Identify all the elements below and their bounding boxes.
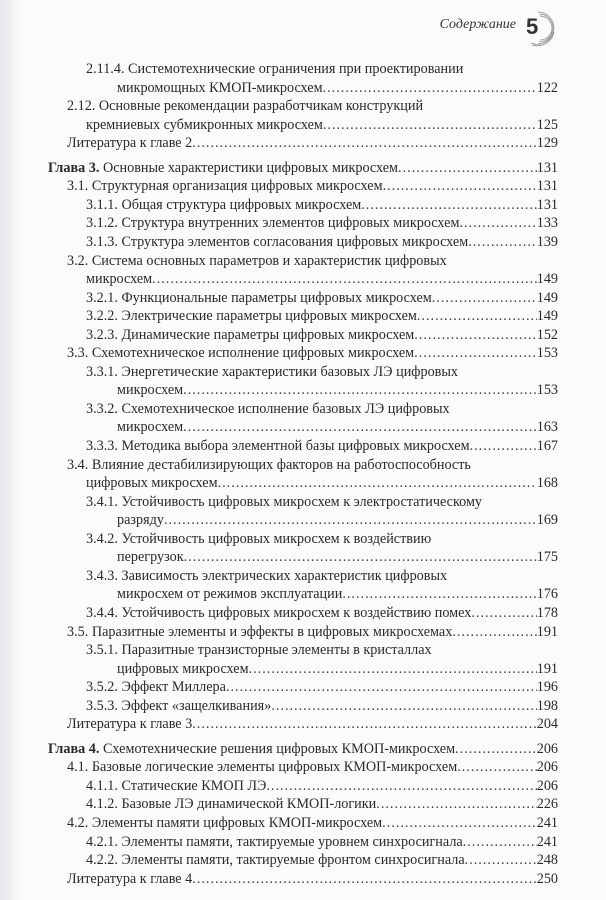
- dot-leader: [457, 758, 537, 776]
- page-ref: 198: [536, 697, 558, 714]
- dot-leader: [164, 511, 537, 529]
- entry-title: Основные характеристики цифровых микросхем: [102, 159, 399, 176]
- page-ref: 191: [536, 623, 558, 640]
- toc-line: [67, 252, 447, 270]
- page-ref: 149: [536, 308, 558, 325]
- dot-leader: [471, 604, 536, 622]
- page-ref: 167: [536, 438, 558, 454]
- dot-leader: [183, 381, 537, 399]
- toc-line: [67, 344, 558, 362]
- dot-leader: [414, 326, 536, 344]
- entry-title: 3.3. Схемотехническое исполнение цифровых микросхем: [67, 345, 415, 362]
- dot-leader: [463, 833, 537, 851]
- dot-leader: [361, 196, 537, 214]
- toc-line: [86, 214, 558, 232]
- entry-title: 4.2.2. Элементы памяти, тактируемые фронтом синхросигнала: [86, 852, 465, 869]
- dot-leader: [432, 289, 537, 307]
- page-ref: 241: [536, 815, 558, 831]
- toc-line: [86, 604, 558, 622]
- toc-line: [86, 795, 558, 813]
- page-ref: 131: [536, 178, 558, 195]
- toc-line: [86, 437, 558, 455]
- entry-title: Литература к главе 2: [67, 135, 193, 152]
- entry-title: 3.5.2. Эффект Миллера: [86, 679, 226, 696]
- dot-leader: [382, 814, 537, 832]
- entry-title: Литература к главе 3: [67, 716, 193, 733]
- dot-leader: [152, 270, 537, 288]
- page-ref: 131: [536, 196, 558, 213]
- running-header: Содержание: [439, 17, 516, 32]
- entry-title: Схемотехнические решения цифровых КМОП-микросхем: [102, 740, 456, 757]
- toc-line: [117, 585, 558, 603]
- toc-line: [67, 870, 558, 888]
- toc-line: [67, 715, 558, 733]
- page-ref: 206: [536, 777, 558, 794]
- page-number: 5: [526, 14, 539, 39]
- toc-line: [117, 381, 558, 399]
- toc-line: [67, 814, 558, 832]
- toc-line: [67, 758, 558, 776]
- toc-line: [117, 511, 558, 529]
- page-ref: 131: [536, 159, 558, 176]
- dot-leader: [192, 870, 536, 888]
- entry-title: микросхем: [86, 271, 153, 288]
- dot-leader: [218, 474, 537, 492]
- toc-line: [86, 697, 558, 715]
- toc-line: [67, 97, 423, 115]
- toc-line: [67, 456, 471, 474]
- page-ref: 250: [536, 870, 558, 887]
- entry-title: 3.2.3. Динамические параметры цифровых микросхем: [86, 326, 415, 343]
- toc-line: [117, 548, 558, 566]
- entry-title: 3.4.2. Устойчивость цифровых микросхем к воздействию: [86, 530, 432, 547]
- page-ref: 178: [536, 604, 558, 621]
- page-ref: 129: [536, 135, 558, 152]
- entry-title: 3.2.2. Электрические параметры цифровых микросхем: [86, 308, 417, 325]
- dot-leader: [323, 79, 537, 97]
- entry-title: 3.1.3. Структура элементов согласования цифровых микросхем: [86, 233, 469, 250]
- toc-line: [86, 641, 432, 659]
- entry-title: 4.2. Элементы памяти цифровых КМОП-микросхем: [67, 815, 383, 831]
- toc-line: [67, 623, 558, 641]
- dot-leader: [455, 740, 537, 758]
- page-ref: 168: [536, 475, 558, 492]
- dot-leader: [192, 715, 536, 733]
- page-number-badge: [518, 8, 558, 48]
- entry-title: микромощных КМОП-микросхем: [117, 79, 323, 96]
- toc-line: [86, 678, 558, 696]
- dot-leader: [465, 851, 537, 869]
- entry-title: 3.2.1. Функциональные параметры цифровых микросхем: [86, 289, 432, 306]
- entry-title: 3.5.1. Паразитные транзисторные элементы в кристаллах: [86, 642, 432, 659]
- toc-line: [86, 567, 447, 585]
- entry-title: 2.12. Основные рекомендации разработчикам конструкций: [67, 98, 424, 115]
- entry-title: 4.1.1. Статические КМОП ЛЭ: [86, 777, 267, 794]
- entry-title: 3.3.3. Методика выбора элементной базы цифровых микросхем: [86, 438, 470, 454]
- toc-line: [48, 159, 558, 177]
- entry-title: 4.1.2. Базовые ЛЭ динамической КМОП-логики: [86, 796, 377, 813]
- page-ref: 176: [536, 586, 558, 603]
- dot-leader: [452, 623, 536, 641]
- toc-line: [86, 196, 558, 214]
- dot-leader: [417, 307, 537, 325]
- page-ref: 175: [536, 549, 558, 566]
- dot-leader: [249, 660, 537, 678]
- page-gutter-shadow: [0, 0, 22, 900]
- dot-leader: [398, 159, 537, 177]
- toc-line: [86, 777, 558, 795]
- toc-line: [117, 418, 558, 436]
- entry-title: 2.11.4. Системотехнические ограничения при проектировании: [86, 61, 464, 77]
- entry-title: цифровых микросхем: [117, 660, 249, 677]
- entry-title: разряду: [117, 512, 164, 529]
- page-ref: 204: [536, 716, 558, 733]
- toc-line: [86, 400, 450, 418]
- page-ref: 133: [536, 215, 558, 232]
- dot-leader: [226, 678, 537, 696]
- entry-title: 4.2.1. Элементы памяти, тактируемые уровнем синхросигнала: [86, 833, 463, 850]
- dot-leader: [470, 437, 537, 455]
- dot-leader: [414, 344, 537, 362]
- page-ref: 152: [536, 326, 558, 343]
- dot-leader: [376, 795, 536, 813]
- entry-title: микросхем: [117, 419, 184, 436]
- entry-title: 3.3.1. Энергетические характеристики базовых ЛЭ цифровых: [86, 363, 458, 380]
- dot-leader: [323, 116, 537, 134]
- toc-line: [48, 740, 558, 758]
- entry-title: 3.4.1. Устойчивость цифровых микросхем к электростатическому: [86, 493, 483, 510]
- toc-line: [86, 60, 463, 78]
- page-ref: 248: [536, 852, 558, 869]
- entry-title: 3.5.3. Эффект «защелкивания»: [86, 697, 272, 714]
- toc-line: [86, 307, 558, 325]
- toc-line: [117, 660, 558, 678]
- entry-title: перегрузок: [117, 549, 184, 566]
- chapter-label: Глава 3.: [48, 159, 103, 176]
- page-ref: 226: [536, 796, 558, 813]
- entry-title: кремниевых субмикронных микросхем: [86, 116, 323, 133]
- entry-title: 3.3.2. Схемотехническое исполнение базовых ЛЭ цифровых: [86, 400, 450, 417]
- entry-title: 3.5. Паразитные элементы и эффекты в цифровых микросхемах: [67, 623, 453, 640]
- page-ref: 196: [536, 679, 558, 696]
- page-ref: 169: [536, 512, 558, 529]
- dot-leader: [383, 177, 537, 195]
- page-ref: 206: [536, 759, 558, 776]
- page-ref: 149: [536, 289, 558, 306]
- toc-line: [117, 79, 558, 97]
- page-ref: 163: [536, 419, 558, 436]
- dot-leader: [459, 214, 536, 232]
- page-ref: 241: [536, 833, 558, 850]
- entry-title: Литература к главе 4: [67, 870, 193, 887]
- page-ref: 191: [536, 660, 558, 677]
- page-ref: 122: [536, 79, 558, 96]
- toc-line: [86, 289, 558, 307]
- toc-line: [86, 530, 431, 548]
- dot-leader: [468, 233, 537, 251]
- toc-line: [86, 833, 558, 851]
- page-ref: 153: [536, 345, 558, 362]
- dot-leader: [266, 777, 536, 795]
- entry-title: 3.4.4. Устойчивость цифровых микросхем к воздействию помех: [86, 604, 472, 621]
- entry-title: 3.1.1. Общая структура цифровых микросхем: [86, 196, 362, 213]
- entry-title: 3.4.3. Зависимость электрических характеристик цифровых: [86, 567, 448, 584]
- toc-line: [67, 177, 558, 195]
- dot-leader: [192, 134, 536, 152]
- dot-leader: [342, 585, 536, 603]
- entry-title: 3.1.2. Структура внутренних элементов цифровых микросхем: [86, 215, 460, 232]
- toc-line: [86, 233, 558, 251]
- page-ref: 206: [536, 740, 558, 757]
- entry-title: 3.1. Структурная организация цифровых микросхем: [67, 178, 383, 195]
- toc-line: [86, 116, 558, 134]
- entry-title: микросхем от режимов эксплуатации: [117, 586, 343, 603]
- toc-line: [86, 493, 482, 511]
- entry-title: цифровых микросхем: [86, 475, 218, 492]
- entry-title: 4.1. Базовые логические элементы цифровых КМОП-микросхем: [67, 759, 458, 776]
- dot-leader: [271, 697, 536, 715]
- toc-line: [86, 474, 558, 492]
- dot-leader: [183, 418, 537, 436]
- toc-line: [86, 326, 558, 344]
- entry-title: 3.2. Система основных параметров и характеристик цифровых: [67, 252, 447, 269]
- toc-line: [86, 363, 458, 381]
- chapter-label: Глава 4.: [48, 740, 103, 757]
- page-ref: 125: [536, 116, 558, 133]
- dot-leader: [184, 548, 537, 566]
- entry-title: 3.4. Влияние дестабилизирующих факторов на работоспособность: [67, 456, 471, 473]
- page-ref: 139: [536, 233, 558, 250]
- toc-line: [67, 134, 558, 152]
- entry-title: микросхем: [117, 382, 184, 399]
- page-ref: 149: [536, 271, 558, 288]
- toc-line: [86, 270, 558, 288]
- page-ref: 153: [536, 382, 558, 399]
- toc-line: [86, 851, 558, 869]
